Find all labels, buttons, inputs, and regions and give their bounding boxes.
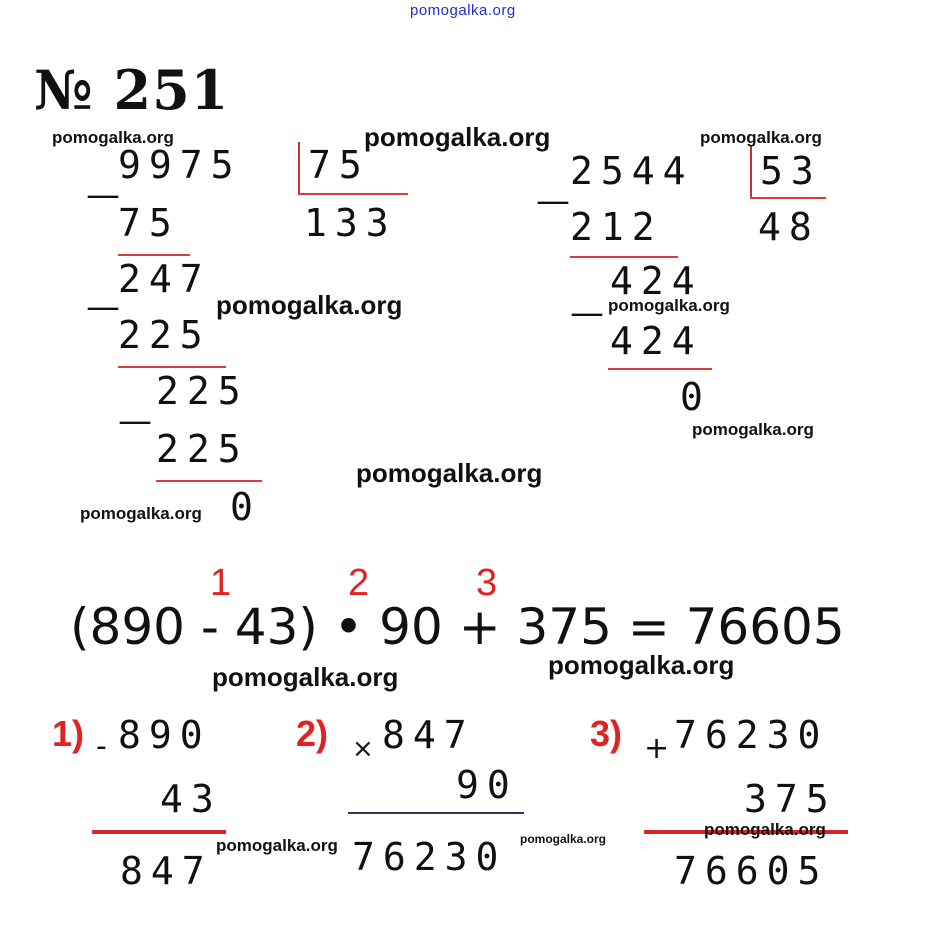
div2-bracket-horizontal	[750, 197, 826, 199]
div2-dividend: 2544	[570, 149, 694, 193]
div1-dividend: 9975	[118, 143, 242, 187]
div2-divisor: 53	[760, 149, 822, 193]
step-2-bottom: 90	[456, 763, 518, 807]
watermark: pomogalka.org	[216, 290, 403, 320]
div1-row-2: 247	[118, 257, 211, 301]
div2-remainder: 0	[680, 375, 711, 419]
div1-remainder: 0	[230, 485, 261, 529]
div1-row-1: 75	[118, 201, 180, 245]
div1-minus-2: —	[86, 287, 120, 327]
div1-bracket-horizontal	[298, 193, 408, 195]
step-1-result: 847	[120, 849, 213, 893]
div1-divisor: 75	[308, 143, 370, 187]
step-2-operator: ×	[352, 734, 374, 764]
order-mark-3: 3	[476, 562, 498, 604]
watermark: pomogalka.org	[364, 122, 551, 152]
order-mark-2: 2	[348, 562, 370, 604]
step-1-top: 890	[118, 713, 211, 757]
step-2-result: 76230	[352, 835, 507, 879]
step-2-rule	[348, 812, 524, 814]
step-1-rule	[92, 830, 226, 834]
watermark: pomogalka.org	[608, 296, 730, 315]
div1-quotient: 133	[304, 201, 397, 245]
step-3-label: 3)	[590, 713, 623, 754]
step-1-label: 1)	[52, 713, 85, 754]
watermark: pomogalka.org	[700, 128, 822, 147]
div1-row-3: 225	[118, 313, 211, 357]
div2-rule-2	[608, 368, 712, 370]
div2-rule-1	[570, 256, 678, 258]
expression-text: (890 - 43) • 90 + 375 = 76605	[70, 598, 845, 656]
div2-row-2: 424	[610, 259, 703, 303]
watermark: pomogalka.org	[548, 650, 735, 680]
step-2-label: 2)	[296, 713, 329, 754]
div2-minus-1: —	[536, 181, 570, 221]
step-3-result: 76605	[674, 849, 829, 893]
div1-rule-2	[118, 366, 226, 368]
watermark: pomogalka.org	[520, 832, 607, 846]
div2-minus-2: —	[570, 293, 604, 333]
watermark: pomogalka.org	[692, 420, 814, 439]
step-3-operator: +	[644, 731, 670, 766]
div2-bracket-vertical	[750, 146, 752, 198]
step-2-top: 847	[382, 713, 475, 757]
div1-row-4: 225	[156, 369, 249, 413]
order-mark-1: 1	[210, 562, 232, 604]
div1-row-5: 225	[156, 427, 249, 471]
watermark: pomogalka.org	[80, 504, 202, 523]
problem-title: № 251	[34, 58, 230, 122]
step-1-operator: -	[96, 729, 107, 764]
div1-minus-3: —	[118, 401, 152, 441]
watermark: pomogalka.org	[356, 458, 543, 488]
watermark: pomogalka.org	[212, 662, 399, 692]
watermark: pomogalka.org	[216, 836, 338, 855]
step-3-bottom: 375	[744, 777, 837, 821]
div1-rule-3	[156, 480, 262, 482]
watermark: pomogalka.org	[704, 820, 826, 839]
div2-quotient: 48	[758, 205, 820, 249]
watermark-top: pomogalka.org	[410, 2, 516, 19]
watermark: pomogalka.org	[52, 128, 174, 147]
div2-row-3: 424	[610, 319, 703, 363]
div2-row-1: 212	[570, 205, 663, 249]
step-1-bottom: 43	[160, 777, 222, 821]
step-3-top: 76230	[674, 713, 829, 757]
div1-minus-1: —	[86, 175, 120, 215]
div1-bracket-vertical	[298, 142, 300, 194]
div1-rule-1	[118, 254, 190, 256]
